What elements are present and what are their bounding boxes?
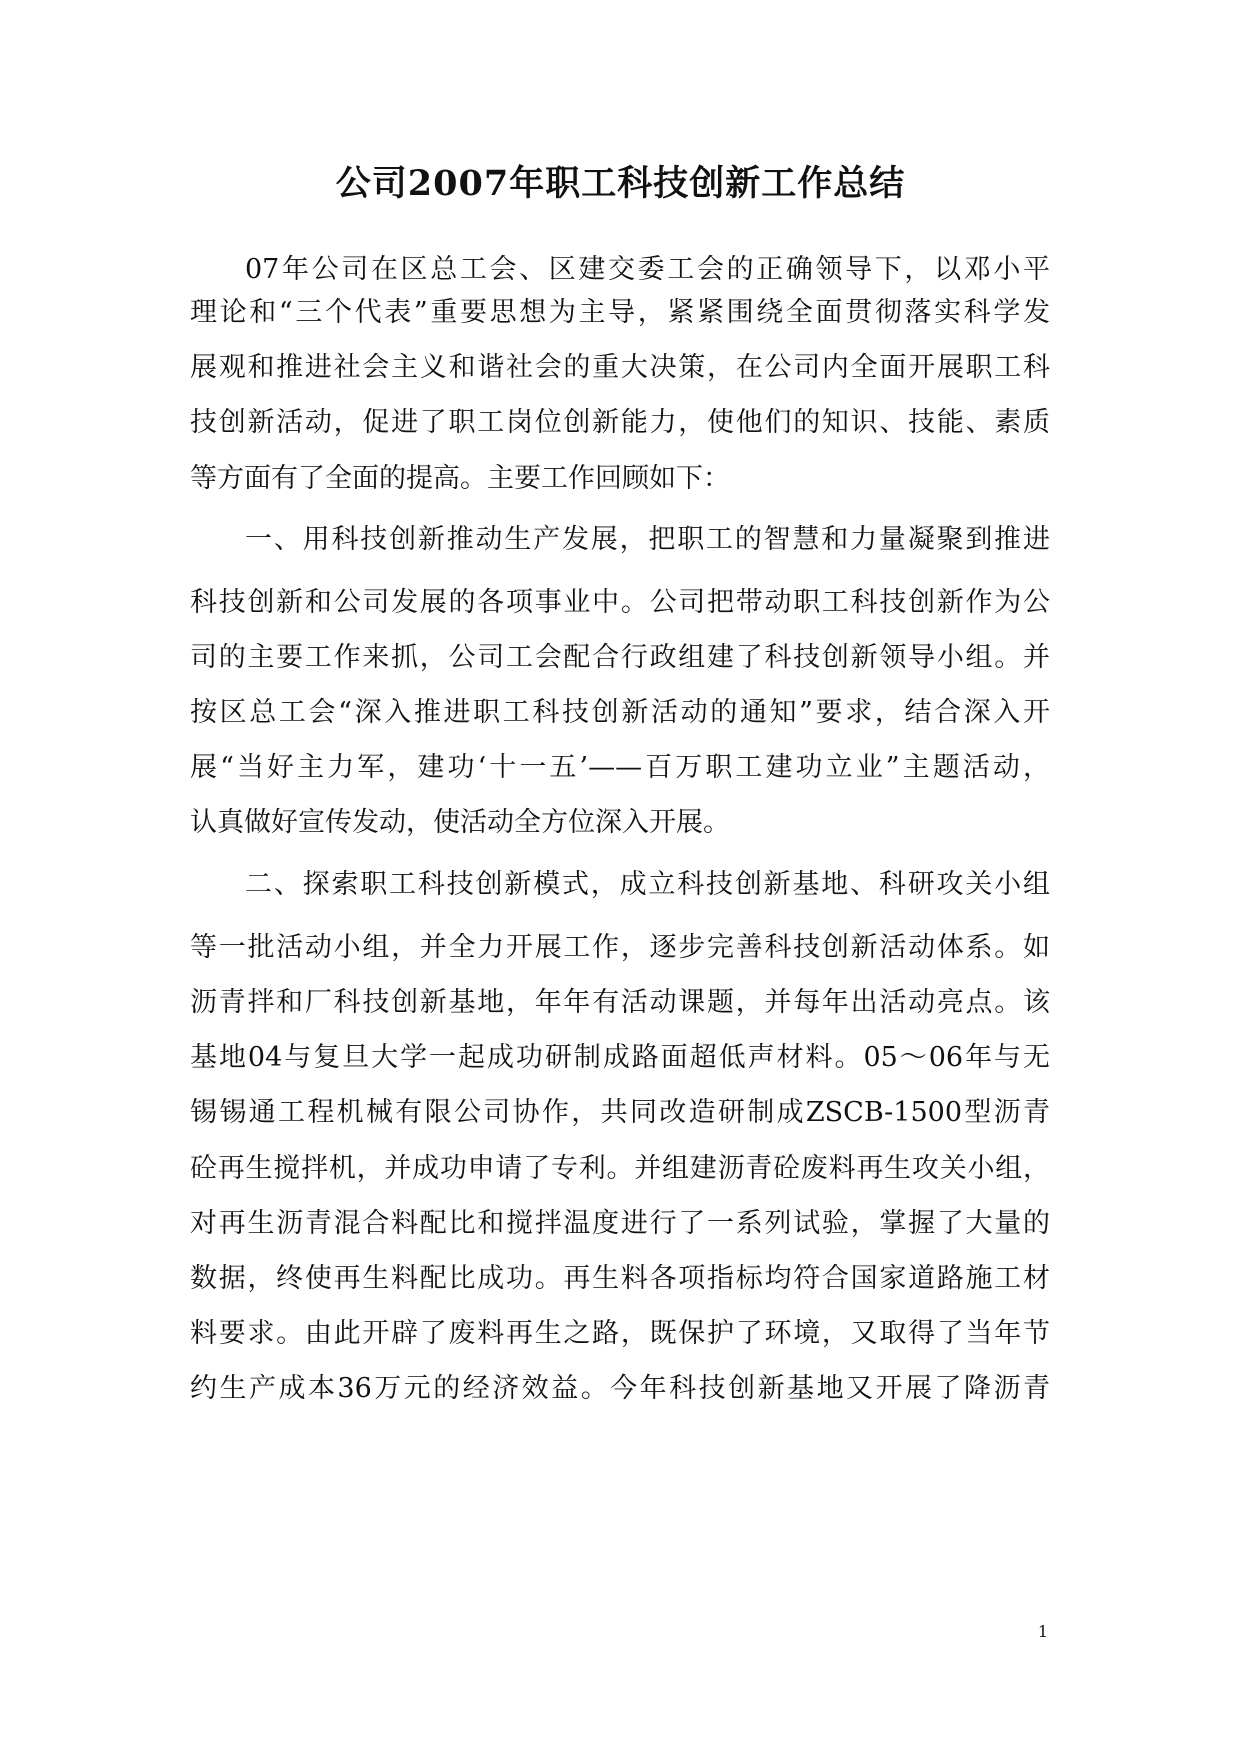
paragraph-line: 砼再生搅拌机，并成功申请了专利。并组建沥青砼废料再生攻关小组， xyxy=(190,1153,1050,1184)
paragraph-line: 锡锡通工程机械有限公司协作，共同改造研制成ZSCB-1500型沥青 xyxy=(190,1097,1050,1128)
document-title: 公司2007年职工科技创新工作总结 xyxy=(335,163,906,204)
paragraph-line: 对再生沥青混合料配比和搅拌温度进行了一系列试验，掌握了大量的 xyxy=(190,1208,1050,1239)
paragraph-line: 料要求。由此开辟了废料再生之路，既保护了环境，又取得了当年节 xyxy=(190,1318,1050,1349)
page-number: 1 xyxy=(1037,1622,1048,1641)
paragraph-line: 理论和“三个代表”重要思想为主导，紧紧围绕全面贯彻落实科学发 xyxy=(190,297,1050,328)
paragraph-line: 技创新活动，促进了职工岗位创新能力，使他们的知识、技能、素质 xyxy=(190,407,1050,438)
paragraph-line: 司的主要工作来抓，公司工会配合行政组建了科技创新领导小组。并 xyxy=(190,642,1050,673)
paragraph-line: 基地04与复旦大学一起成功研制成路面超低声材料。05～06年与无 xyxy=(190,1042,1050,1073)
paragraph-line: 约生产成本36万元的经济效益。今年科技创新基地又开展了降沥青 xyxy=(190,1373,1050,1404)
paragraph-line: 一、用科技创新推动生产发展，把职工的智慧和力量凝聚到推进 xyxy=(245,524,1050,555)
paragraph-line: 等方面有了全面的提高。主要工作回顾如下： xyxy=(190,463,730,494)
paragraph-line: 二、探索职工科技创新模式，成立科技创新基地、科研攻关小组 xyxy=(245,869,1050,900)
paragraph-line: 展“当好主力军，建功‘十一五’——百万职工建功立业”主题活动， xyxy=(190,752,1050,783)
paragraph-line: 认真做好宣传发动，使活动全方位深入开展。 xyxy=(190,807,730,838)
paragraph-line: 按区总工会“深入推进职工科技创新活动的通知”要求，结合深入开 xyxy=(190,697,1050,728)
paragraph-line: 等一批活动小组，并全力开展工作，逐步完善科技创新活动体系。如 xyxy=(190,932,1050,963)
paragraph-line: 科技创新和公司发展的各项事业中。公司把带动职工科技创新作为公 xyxy=(190,587,1050,618)
paragraph-line: 数据，终使再生料配比成功。再生料各项指标均符合国家道路施工材 xyxy=(190,1263,1050,1294)
paragraph-line: 沥青拌和厂科技创新基地，年年有活动课题，并每年出活动亮点。该 xyxy=(190,987,1050,1018)
paragraph-line: 展观和推进社会主义和谐社会的重大决策，在公司内全面开展职工科 xyxy=(190,352,1050,383)
paragraph-line: 07年公司在区总工会、区建交委工会的正确领导下，以邓小平 xyxy=(245,254,1050,285)
